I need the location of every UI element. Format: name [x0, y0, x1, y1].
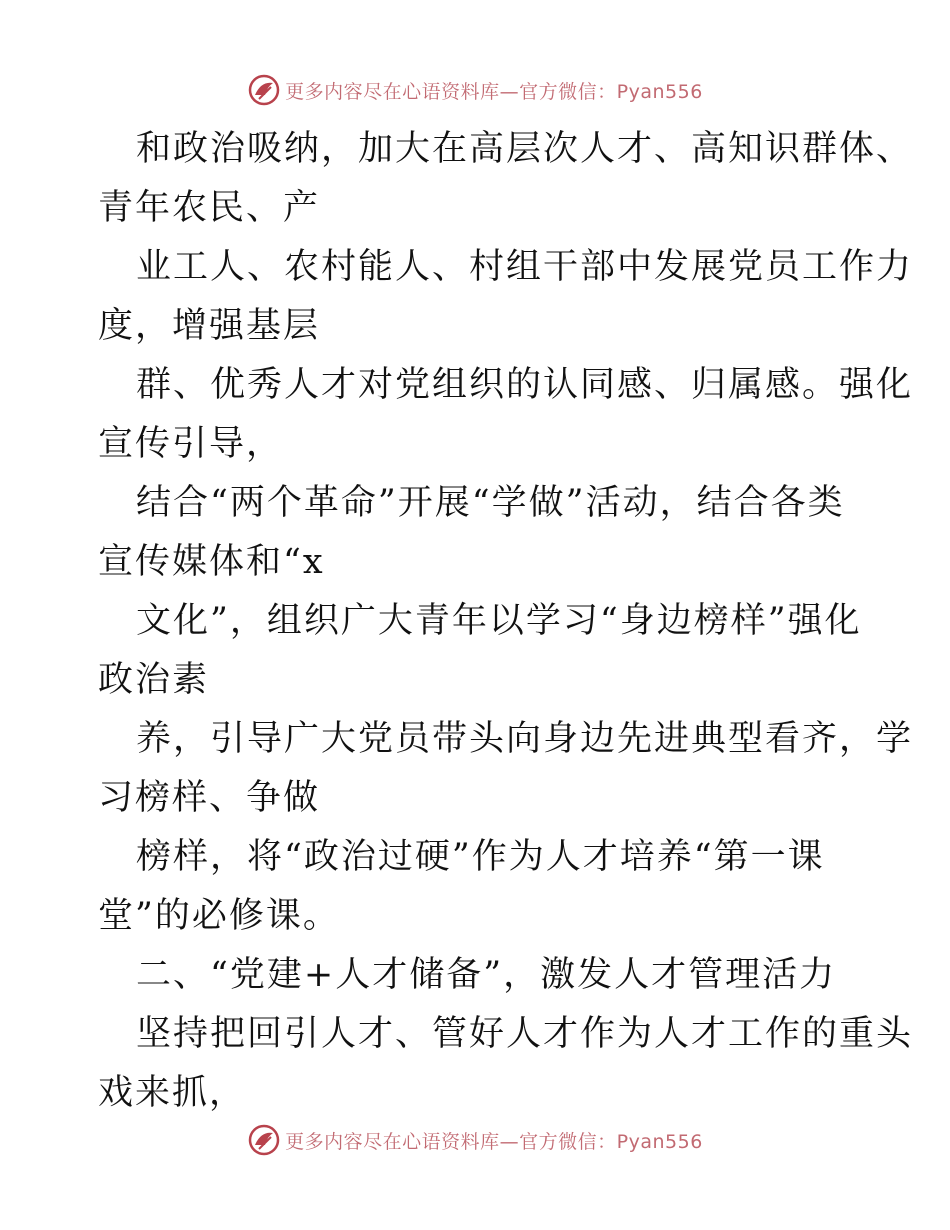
paragraph [98, 238, 914, 356]
paragraph-line: 文化”，组织广大青年以学习“身边榜样”强化 [136, 601, 862, 641]
logo-emblem-icon [247, 73, 281, 107]
footer-banner [0, 1120, 950, 1160]
paragraph [98, 710, 914, 828]
paragraph-line: 坚持把回引人才、管好人才作为人才工作的重头 [136, 1014, 914, 1054]
header-banner [0, 70, 950, 110]
paragraph-line: 青年农民、产 [98, 188, 321, 228]
logo-emblem-icon [247, 1123, 281, 1157]
paragraph-line: 度，增强基层 [98, 306, 321, 346]
paragraph [98, 1005, 914, 1123]
paragraph-line: 和政治吸纳，加大在高层次人才、高知识群体、 [136, 129, 914, 169]
paragraph [98, 120, 914, 238]
banner-text: 更多内容尽在心语资料库—官方微信：Pyan556 [285, 80, 703, 103]
paragraph [98, 828, 858, 946]
paragraph-line: 宣传引导， [98, 424, 284, 464]
paragraph-line: 榜样，将“政治过硬”作为人才培养“第一课 [136, 837, 825, 877]
paragraph [98, 592, 862, 710]
section-heading [98, 946, 858, 1005]
paragraph-line: 宣传媒体和“x [98, 542, 325, 582]
paragraph-line: 政治素 [98, 660, 210, 700]
paragraph-line: 养，引导广大党员带头向身边先进典型看齐，学 [136, 719, 914, 759]
heading-line: 二、“党建+人才储备”，激发人才管理活力 [136, 955, 837, 995]
paragraph-line: 堂”的必修课。 [98, 896, 340, 936]
paragraph-line: 业工人、农村能人、村组干部中发展党员工作力 [136, 247, 914, 287]
paragraph [98, 356, 914, 474]
paragraph-line: 群、优秀人才对党组织的认同感、归属感。强化 [136, 365, 914, 405]
banner-text: 更多内容尽在心语资料库—官方微信：Pyan556 [285, 1130, 703, 1153]
document-body [98, 120, 914, 1123]
paragraph-line: 结合“两个革命”开展“学做”活动，结合各类 [136, 483, 845, 523]
paragraph-line: 习榜样、争做 [98, 778, 321, 818]
paragraph-line: 戏来抓， [98, 1073, 247, 1113]
paragraph [98, 474, 858, 592]
